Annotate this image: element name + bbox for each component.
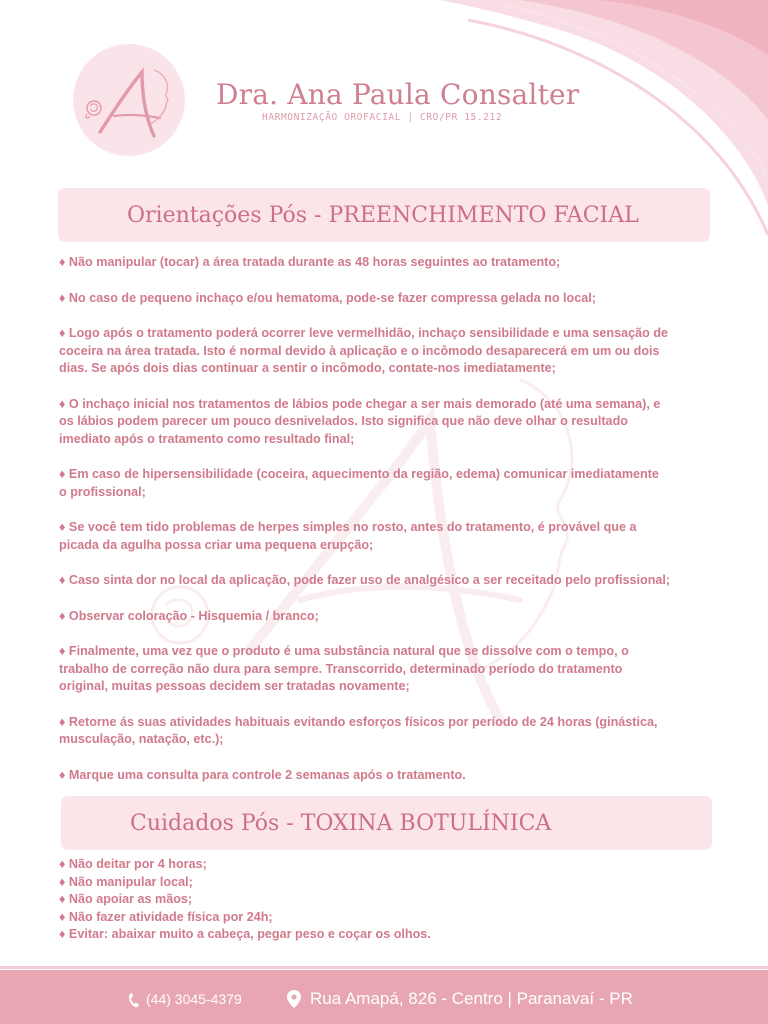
phone-number[interactable]: (44) 3045-4379	[146, 991, 242, 1007]
list-item: ♦ Caso sinta dor no local da aplicação, pode fazer uso de analgésico a ser receitado pelo profissional;	[59, 573, 671, 587]
logo	[70, 44, 188, 156]
list-item: ♦ Em caso de hipersensibilidade (coceira, aquecimento da região, edema) comunicar imediatamente o profissional;	[59, 467, 659, 499]
list-item: ♦ Não deitar por 4 horas;	[59, 857, 207, 871]
section-banner-toxina	[61, 796, 712, 850]
location-pin-icon	[286, 989, 302, 1009]
preenchimento-list	[59, 254, 721, 802]
section-title: Orientações Pós - PREENCHIMENTO FACIAL	[127, 202, 639, 228]
toxina-list	[59, 856, 721, 944]
list-item: ♦ Logo após o tratamento poderá ocorrer leve vermelhidão, inchaço sensibilidade e uma sensação de coceira na área tratada. Isto é normal devido à aplicação e o incômodo desaparecerá em um ou dois dias. Se após dois dias continuar a sentir o incômodo, contate-nos imediatamente;	[59, 326, 669, 375]
section-banner-preenchimento	[58, 188, 710, 242]
list-item: ♦ Não fazer atividade física por 24h;	[59, 909, 273, 924]
phone-icon	[128, 992, 140, 1008]
doctor-name: Dra. Ana Paula Consalter	[216, 78, 580, 111]
list-item: ♦ Se você tem tido problemas de herpes simples no rosto, antes do tratamento, é provável que a picada da agulha possa criar uma pequena erupção;	[59, 520, 637, 552]
footer-divider	[0, 966, 768, 969]
list-item: ♦ Não apoiar as mãos;	[59, 892, 193, 906]
list-item: ♦ Evitar: abaixar muito a cabeça, pegar peso e coçar os olhos.	[59, 927, 431, 941]
list-item: ♦ Retorne ás suas atividades habituais evitando esforços físicos por período de 24 horas (ginástica, musculação, natação, etc.);	[59, 714, 658, 746]
list-item: ♦ O inchaço inicial nos tratamentos de lábios pode chegar a ser mais demorado (até uma semana), e os lábios podem parecer um pouco desnivelados. Isto significa que não deve olhar o resultado imediato após o tratamento como resultado final;	[59, 396, 661, 446]
list-item: ♦ No caso de pequeno inchaço e/ou hematoma, pode-se fazer compressa gelada no local;	[59, 290, 596, 305]
address: Rua Amapá, 826 - Centro | Paranavaí - PR	[310, 989, 633, 1008]
doctor-subtitle: HARMONIZAÇÃO OROFACIAL | CRO/PR 15.212	[262, 112, 503, 123]
footer-bar	[0, 970, 768, 1024]
list-item: ♦ Não manipular local;	[59, 874, 193, 889]
list-item: ♦ Marque uma consulta para controle 2 semanas após o tratamento.	[59, 767, 466, 782]
section-title: Cuidados Pós - TOXINA BOTULÍNICA	[130, 810, 552, 836]
list-item: ♦ Não manipular (tocar) a área tratada durante as 48 horas seguintes ao tratamento;	[59, 255, 561, 269]
list-item: ♦ Observar coloração - Hisquemia / branco;	[59, 608, 319, 623]
list-item: ♦ Finalmente, uma vez que o produto é uma substância natural que se dissolve com o tempo, o trabalho de correção não dura para sempre. Transcorrido, determinado período do tratamento original, muitas pessoas decidem ser tratadas novamente;	[59, 644, 629, 693]
